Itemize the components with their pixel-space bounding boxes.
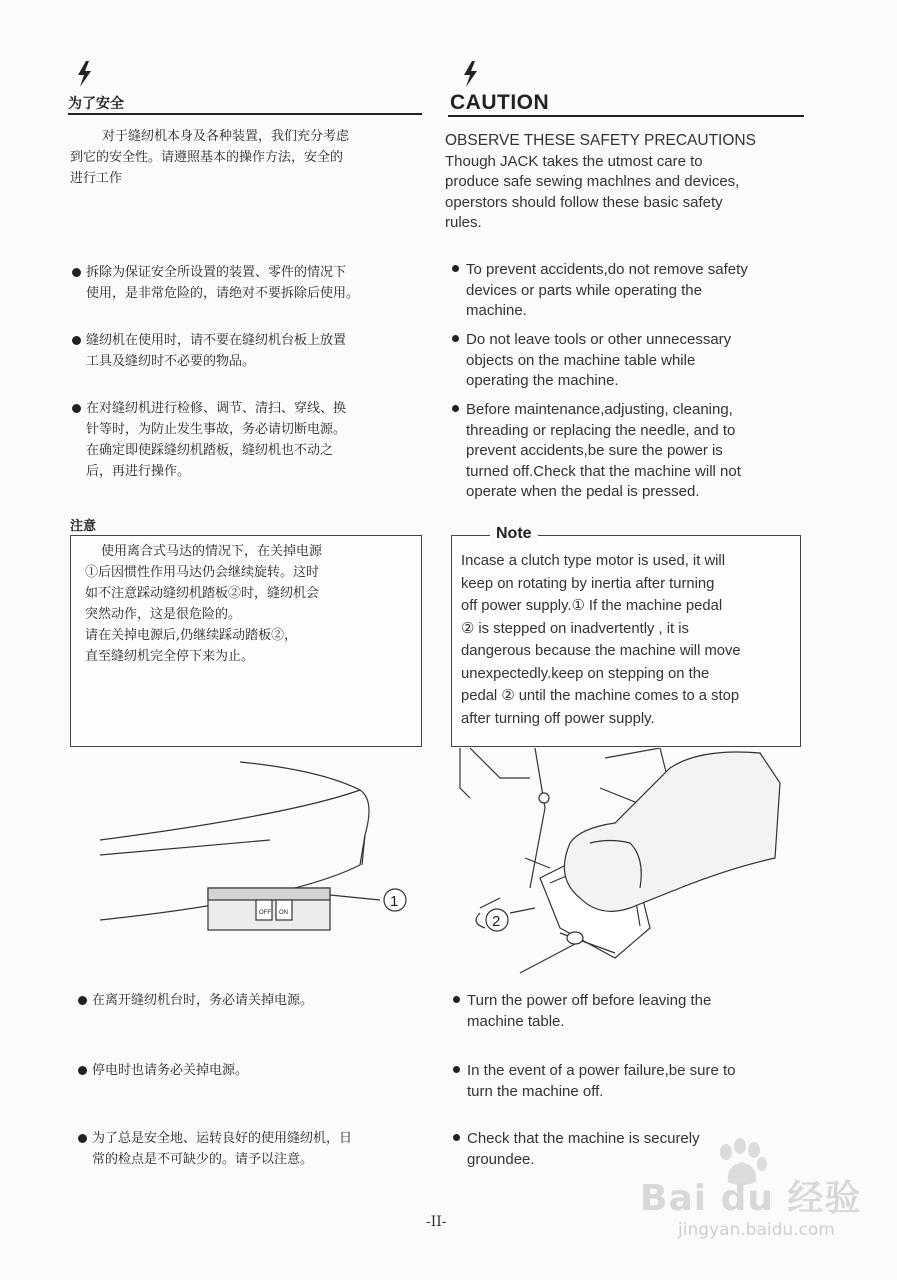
bullet-icon	[452, 335, 459, 342]
switch-on-label: ON	[279, 910, 288, 916]
page-number: -II-	[426, 1214, 447, 1230]
callout-label-2: 2	[492, 913, 501, 930]
heading-rule-left	[68, 113, 422, 115]
bullet-icon	[452, 405, 459, 412]
note-box-cn: 使用离合式马达的情况下，在关掉电源 ①后因惯性作用马达仍会继续旋转。这时 如不注意踩动缝纫机踏板②时，缝纫机会 突然动作，这是很危险的。 请在关掉电源后,仍继续踩动踏板②， 直至缝纫机完全停下来为止。	[70, 535, 422, 747]
safety-heading-cn: 为了安全	[68, 96, 124, 112]
bullet-icon	[453, 996, 460, 1003]
watermark-brand: Bai du 经验	[640, 1178, 862, 1219]
list-item: 缝纫机在使用时，请不要在缝纫机台板上放置 工具及缝纫时不必要的物品。	[70, 330, 430, 372]
bullet-icon	[72, 404, 81, 413]
bullet-icon	[78, 1066, 87, 1075]
machine-table-switch-illustration	[90, 760, 420, 960]
note-heading-cn: 注意	[70, 519, 97, 534]
list-item: Check that the machine is securely groundee.	[453, 1129, 813, 1170]
bullet-icon	[452, 265, 459, 272]
intro-text-cn: 对于缝纫机本身及各种装置，我们充分考虑 到它的安全性。请遵照基本的操作方法，安全的 进行工作	[70, 129, 350, 186]
bullet-icon	[72, 268, 81, 277]
pedal-foot-illustration	[440, 748, 810, 978]
bullet-icon	[72, 336, 81, 345]
list-item: 停电时也请务必关掉电源。	[76, 1060, 436, 1081]
bullet-icon	[453, 1134, 460, 1141]
list-item: Before maintenance,adjusting, cleaning, threading or replacing the needle, and to prevent accidents,be sure the power is turned off.Check that the machine will not operate when the pedal is pressed.	[452, 400, 812, 503]
list-item: Turn the power off before leaving the machine table.	[453, 991, 813, 1032]
caution-heading: CAUTION	[450, 91, 550, 114]
switch-off-label: OFF	[259, 910, 271, 916]
note-text-en: Incase a clutch type motor is used, it will keep on rotating by inertia after turning off power supply.① If the machine pedal ② is stepped on inadvertently , it is dangerous because the machine will move unexpectedly.keep on stepping on the pedal ② until the machine comes to a stop after turning off power supply.	[461, 553, 741, 727]
bullet-icon	[78, 1134, 87, 1143]
note-heading-en: Note	[490, 525, 538, 543]
bullet-icon	[453, 1066, 460, 1073]
intro-text-en: OBSERVE THESE SAFETY PRECAUTIONS Though JACK takes the utmost care to produce safe sewing machlnes and devices, operstors should follow these basic safety rules.	[445, 132, 756, 231]
list-item: In the event of a power failure,be sure to turn the machine off.	[453, 1061, 813, 1102]
list-item: 为了总是安全地、运转良好的使用缝纫机，日 常的检点是不可缺少的。请予以注意。	[76, 1128, 436, 1170]
list-item: Do not leave tools or other unnecessary objects on the machine table while operating the machine.	[452, 330, 812, 392]
heading-rule-right	[448, 115, 804, 117]
list-item: 在对缝纫机进行检修、调节、清扫、穿线、换 针等时，为防止发生事故，务必请切断电源。 在确定即使踩缝纫机踏板，缝纫机也不动之 后，再进行操作。	[70, 398, 430, 482]
watermark-url: jingyan.baidu.com	[678, 1220, 835, 1240]
list-item: 在离开缝纫机台时，务必请关掉电源。	[76, 990, 436, 1011]
bullet-icon	[78, 996, 87, 1005]
lightning-icon	[72, 60, 96, 88]
list-item: 拆除为保证安全所设置的装置、零件的情况下 使用，是非常危险的，请绝对不要拆除后使用。	[70, 262, 430, 304]
callout-label-1: 1	[390, 893, 399, 910]
lightning-icon	[458, 60, 482, 88]
list-item: To prevent accidents,do not remove safety devices or parts while operating the machine.	[452, 260, 812, 322]
